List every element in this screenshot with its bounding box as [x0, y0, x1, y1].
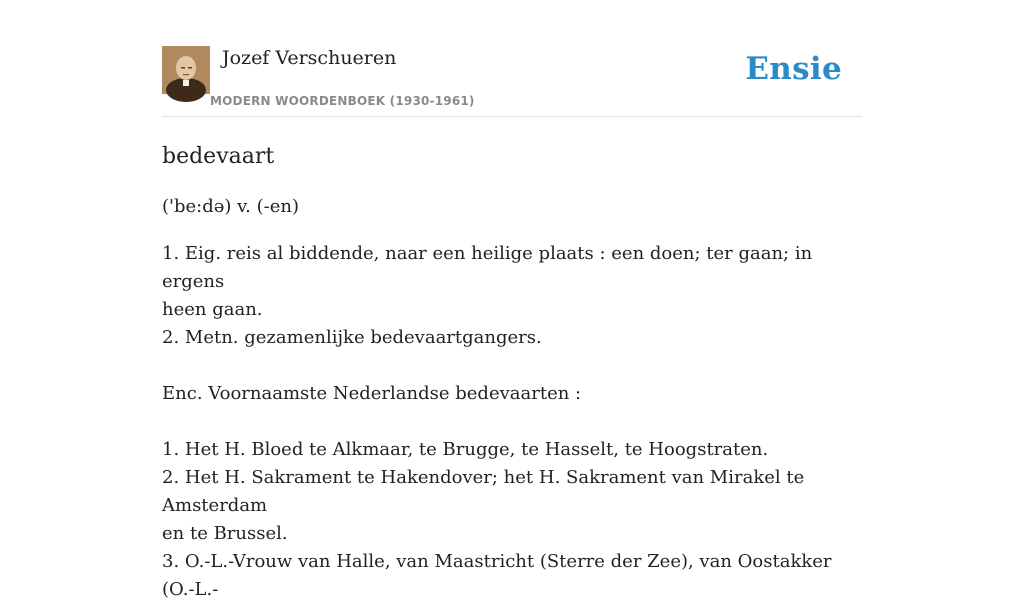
- definition-line: 2. Metn. gezamenlijke bedevaartgangers.: [162, 327, 542, 348]
- definition-line: 1. Eig. reis al biddende, naar een heilige plaats : een doen; ter gaan; in ergens: [162, 243, 813, 292]
- dictionary-source[interactable]: MODERN WOORDENBOEK (1930-1961): [210, 94, 475, 108]
- blank-line: [162, 352, 862, 380]
- author-avatar[interactable]: [162, 46, 210, 94]
- entry-header: [162, 0, 862, 117]
- ensie-logo[interactable]: Ensie: [745, 51, 842, 87]
- definition-line: 1. Het H. Bloed te Alkmaar, te Brugge, te Hasselt, te Hoogstraten.: [162, 439, 769, 460]
- entry-definition: [162, 240, 862, 604]
- entry-pronunciation: ('be:də) v. (-en): [162, 196, 299, 217]
- definition-line: 3. O.-L.-Vrouw van Halle, van Maastricht (Sterre der Zee), van Oostakker (O.-L.-: [162, 551, 832, 600]
- definition-line: Enc. Voornaamste Nederlandse bedevaarten :: [162, 383, 582, 404]
- entry-page: [162, 0, 862, 604]
- definition-line: 2. Het H. Sakrament te Hakendover; het H. Sakrament van Mirakel te Amsterdam: [162, 467, 805, 516]
- author-name[interactable]: Jozef Verschueren: [222, 47, 397, 69]
- definition-line: en te Brussel.: [162, 523, 288, 544]
- portrait-icon: [162, 46, 210, 94]
- entry-headword: bedevaart: [162, 144, 275, 169]
- blank-line: [162, 408, 862, 436]
- definition-line: heen gaan.: [162, 299, 263, 320]
